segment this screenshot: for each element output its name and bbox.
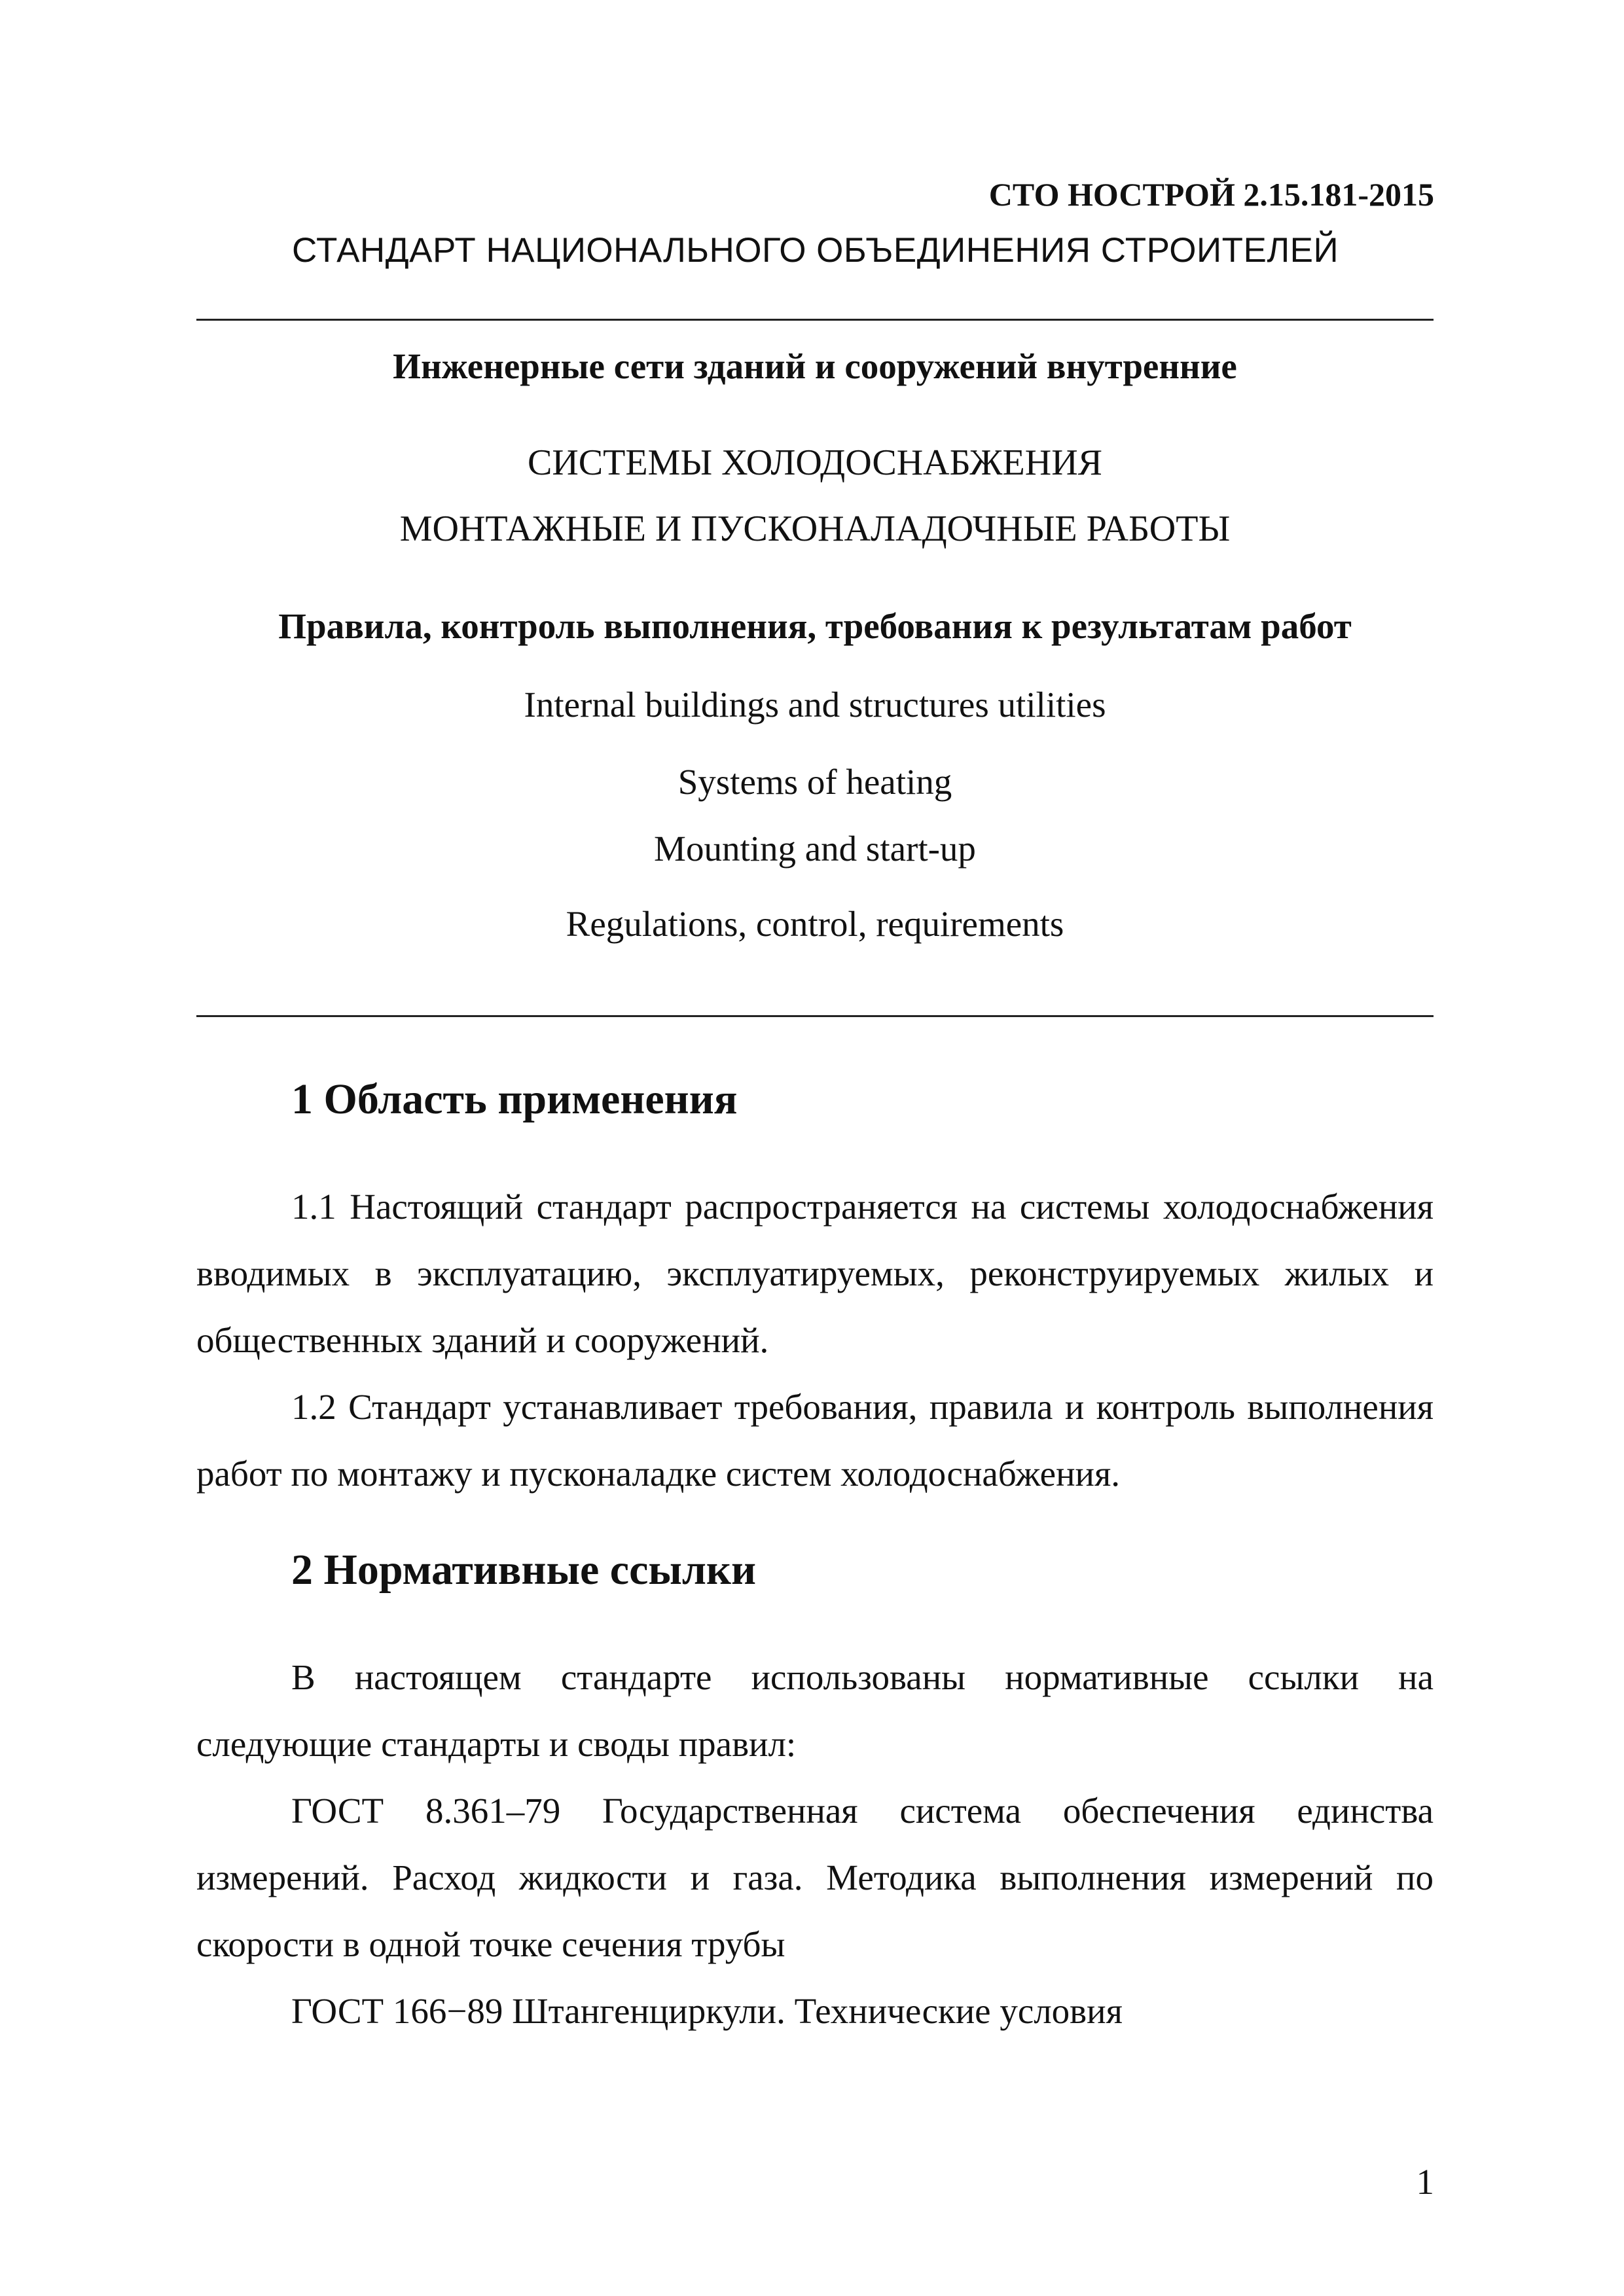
- english-title-4: Regulations, control, requirements: [566, 904, 1064, 944]
- paragraph-text: В настоящем стандарте использованы нормативные ссылки на следующие стандарты и своды правил:: [196, 1657, 1434, 1764]
- paragraph-text: ГОСТ 8.361–79 Государственная система обеспечения единства измерений. Расход жидкости и газа. Методика выполнения измерений по скорости в одной точке сечения трубы: [196, 1791, 1434, 1964]
- english-title-1: Internal buildings and structures utilities: [524, 685, 1106, 725]
- paragraph-text: 1.2 Стандарт устанавливает требования, правила и контроль выполнения работ по монтажу и пусконаладке систем холодоснабжения.: [196, 1387, 1434, 1494]
- title-line-2: МОНТАЖНЫЕ И ПУСКОНАЛАДОЧНЫЕ РАБОТЫ: [399, 509, 1231, 549]
- page-number: 1: [1416, 2162, 1434, 2202]
- reference-gost-166: [196, 1978, 1434, 2045]
- paragraph-1-1: [196, 1174, 1434, 1374]
- english-title-3: Mounting and start-up: [654, 829, 976, 869]
- english-title-2: Systems of heating: [677, 762, 952, 802]
- title-line-1: СИСТЕМЫ ХОЛОДОСНАБЖЕНИЯ: [527, 442, 1102, 483]
- paragraph-text: ГОСТ 166−89 Штангенциркули. Технические условия: [291, 1991, 1123, 2031]
- paragraph-text: 1.1 Настоящий стандарт распространяется на системы холодоснабжения вводимых в эксплуатацию, эксплуатируемых, реконструируемых жилых и общественных зданий и сооружений.: [196, 1187, 1434, 1360]
- bottom-divider: [196, 1015, 1434, 1017]
- section-heading-references: 2 Нормативные ссылки: [291, 1546, 756, 1594]
- section-heading-scope: 1 Область применения: [291, 1075, 738, 1123]
- subtitle: Правила, контроль выполнения, требования к результатам работ: [278, 606, 1352, 646]
- reference-gost-8-361: [196, 1778, 1434, 1978]
- top-divider: [196, 319, 1434, 321]
- standard-code: СТО НОСТРОЙ 2.15.181-2015: [988, 176, 1434, 213]
- paragraph-1-2: [196, 1374, 1434, 1507]
- paragraph-2-intro: [196, 1644, 1434, 1778]
- organization-name: СТАНДАРТ НАЦИОНАЛЬНОГО ОБЪЕДИНЕНИЯ СТРОИТЕЛЕЙ: [291, 231, 1339, 270]
- category-title: Инженерные сети зданий и сооружений внутренние: [393, 346, 1237, 386]
